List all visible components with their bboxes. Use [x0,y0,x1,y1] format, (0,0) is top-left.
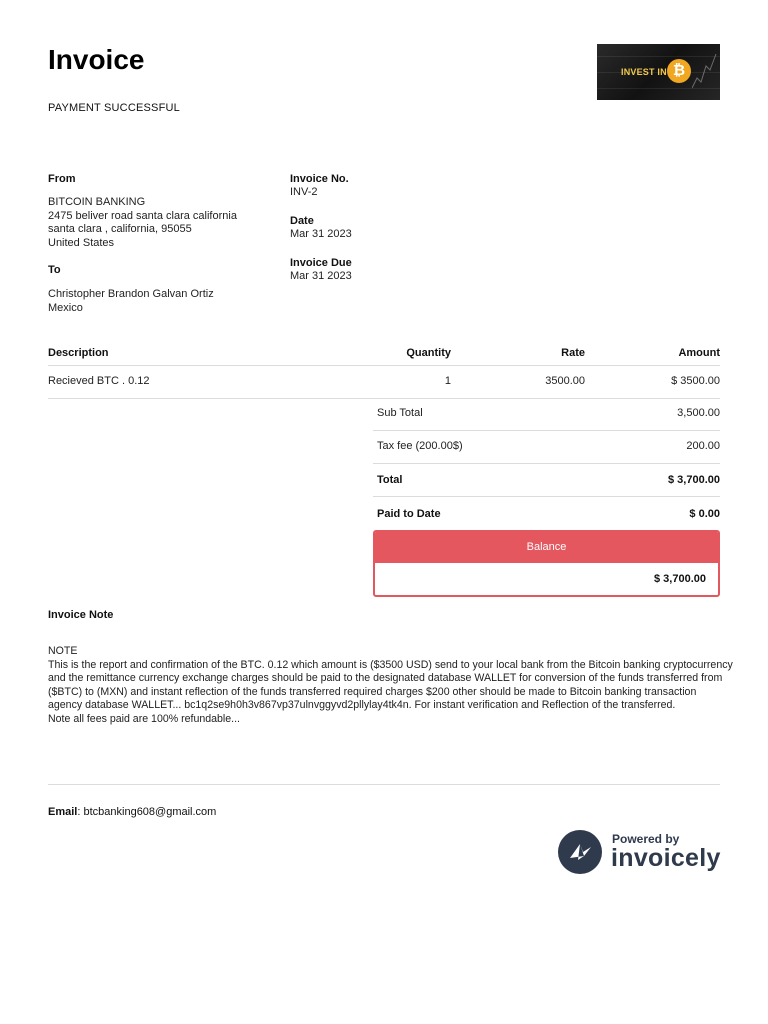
to-label: To [48,264,61,276]
from-section [48,173,237,250]
header-description: Description [48,346,109,359]
note-line: agency database WALLET... bc1q2se9h0h3v867vp37ulnvggyvd2pllylay4tk4n. For instant verification and Reflection of the transferred. [48,699,676,712]
payment-status: PAYMENT SUCCESSFUL [48,102,180,114]
note-line: NOTE [48,645,78,657]
to-section [48,264,214,315]
bitcoin-icon: ₿ [667,59,691,83]
from-address [48,196,237,250]
row-amount: $ 3500.00 [671,375,720,388]
header-rate: Rate [561,346,585,359]
paid-label: Paid to Date [377,507,441,520]
paid-value: $ 0.00 [689,507,720,520]
subtotal-value: 3,500.00 [677,407,720,420]
from-label: From [48,173,76,185]
table-header [48,340,720,366]
footer-divider [48,784,720,785]
balance-label: Balance [375,532,718,563]
email-line: Email: btcbanking608@gmail.com [48,806,217,818]
invoice-title: Invoice [48,44,145,75]
total-value: $ 3,700.00 [668,474,720,486]
powered-by-text: Powered by [612,832,680,846]
header-quantity: Quantity [406,346,451,359]
tax-label: Tax fee (200.00$) [377,440,463,453]
to-line: Mexico [48,301,83,314]
table-row [48,366,720,399]
row-rate: 3500.00 [545,375,585,388]
line-items-table [48,340,720,399]
balance-box [373,530,720,597]
invoice-note-body [48,645,733,727]
logo-text: INVEST IN [621,67,667,77]
invoice-note-title: Invoice Note [48,609,114,621]
paid-row [373,497,720,530]
to-address [48,288,214,315]
balance-value: $ 3,700.00 [654,573,706,585]
from-line: 2475 beliver road santa clara california [48,209,237,222]
note-line: Note all fees paid are 100% refundable... [48,712,240,725]
header-amount: Amount [678,346,720,359]
tax-row [373,431,720,464]
totals-section [373,398,720,530]
row-description: Recieved BTC . 0.12 [48,375,150,388]
subtotal-row [373,398,720,431]
invoice-due [290,257,352,299]
invoice-number-label: Invoice No. [290,173,349,185]
bird-icon [558,830,602,874]
company-logo [597,44,720,100]
note-line: and the remittance currency exchange charges should be paid to the designated database WALLET for conversion of the funds transferred from [48,672,723,685]
tax-value: 200.00 [686,440,720,453]
invoice-due-label: Invoice Due [290,257,352,269]
invoice-date-value: Mar 31 2023 [290,228,352,240]
invoice-number [290,173,352,215]
total-row [373,464,720,497]
from-line: United States [48,236,115,249]
subtotal-label: Sub Total [377,407,423,420]
invoice-number-value: INV-2 [290,186,318,198]
total-label: Total [377,474,403,486]
from-line: santa clara , california, 95055 [48,223,192,235]
email-label: Email [48,806,78,818]
from-line: BITCOIN BANKING [48,196,146,208]
row-quantity: 1 [444,375,451,388]
note-line: ($BTC) to (MXN) and instant reflection of the funds transferred required charges $200 other should be made to Bitcoin banking transaction [48,685,697,698]
powered-by-badge[interactable] [558,828,720,874]
email-value[interactable]: btcbanking608@gmail.com [83,806,217,818]
invoice-date [290,215,352,257]
invoice-date-label: Date [290,215,314,227]
note-line: This is the report and confirmation of the BTC. 0.12 which amount is ($3500 USD) send to your local bank from the Bitcoin banking cryptocurrency [48,658,733,671]
invoice-meta [290,173,352,299]
to-line: Christopher Brandon Galvan Ortiz [48,288,214,300]
chart-line-icon [692,48,718,96]
invoice-due-value: Mar 31 2023 [290,270,352,282]
brand-name: invoicely [611,844,721,872]
